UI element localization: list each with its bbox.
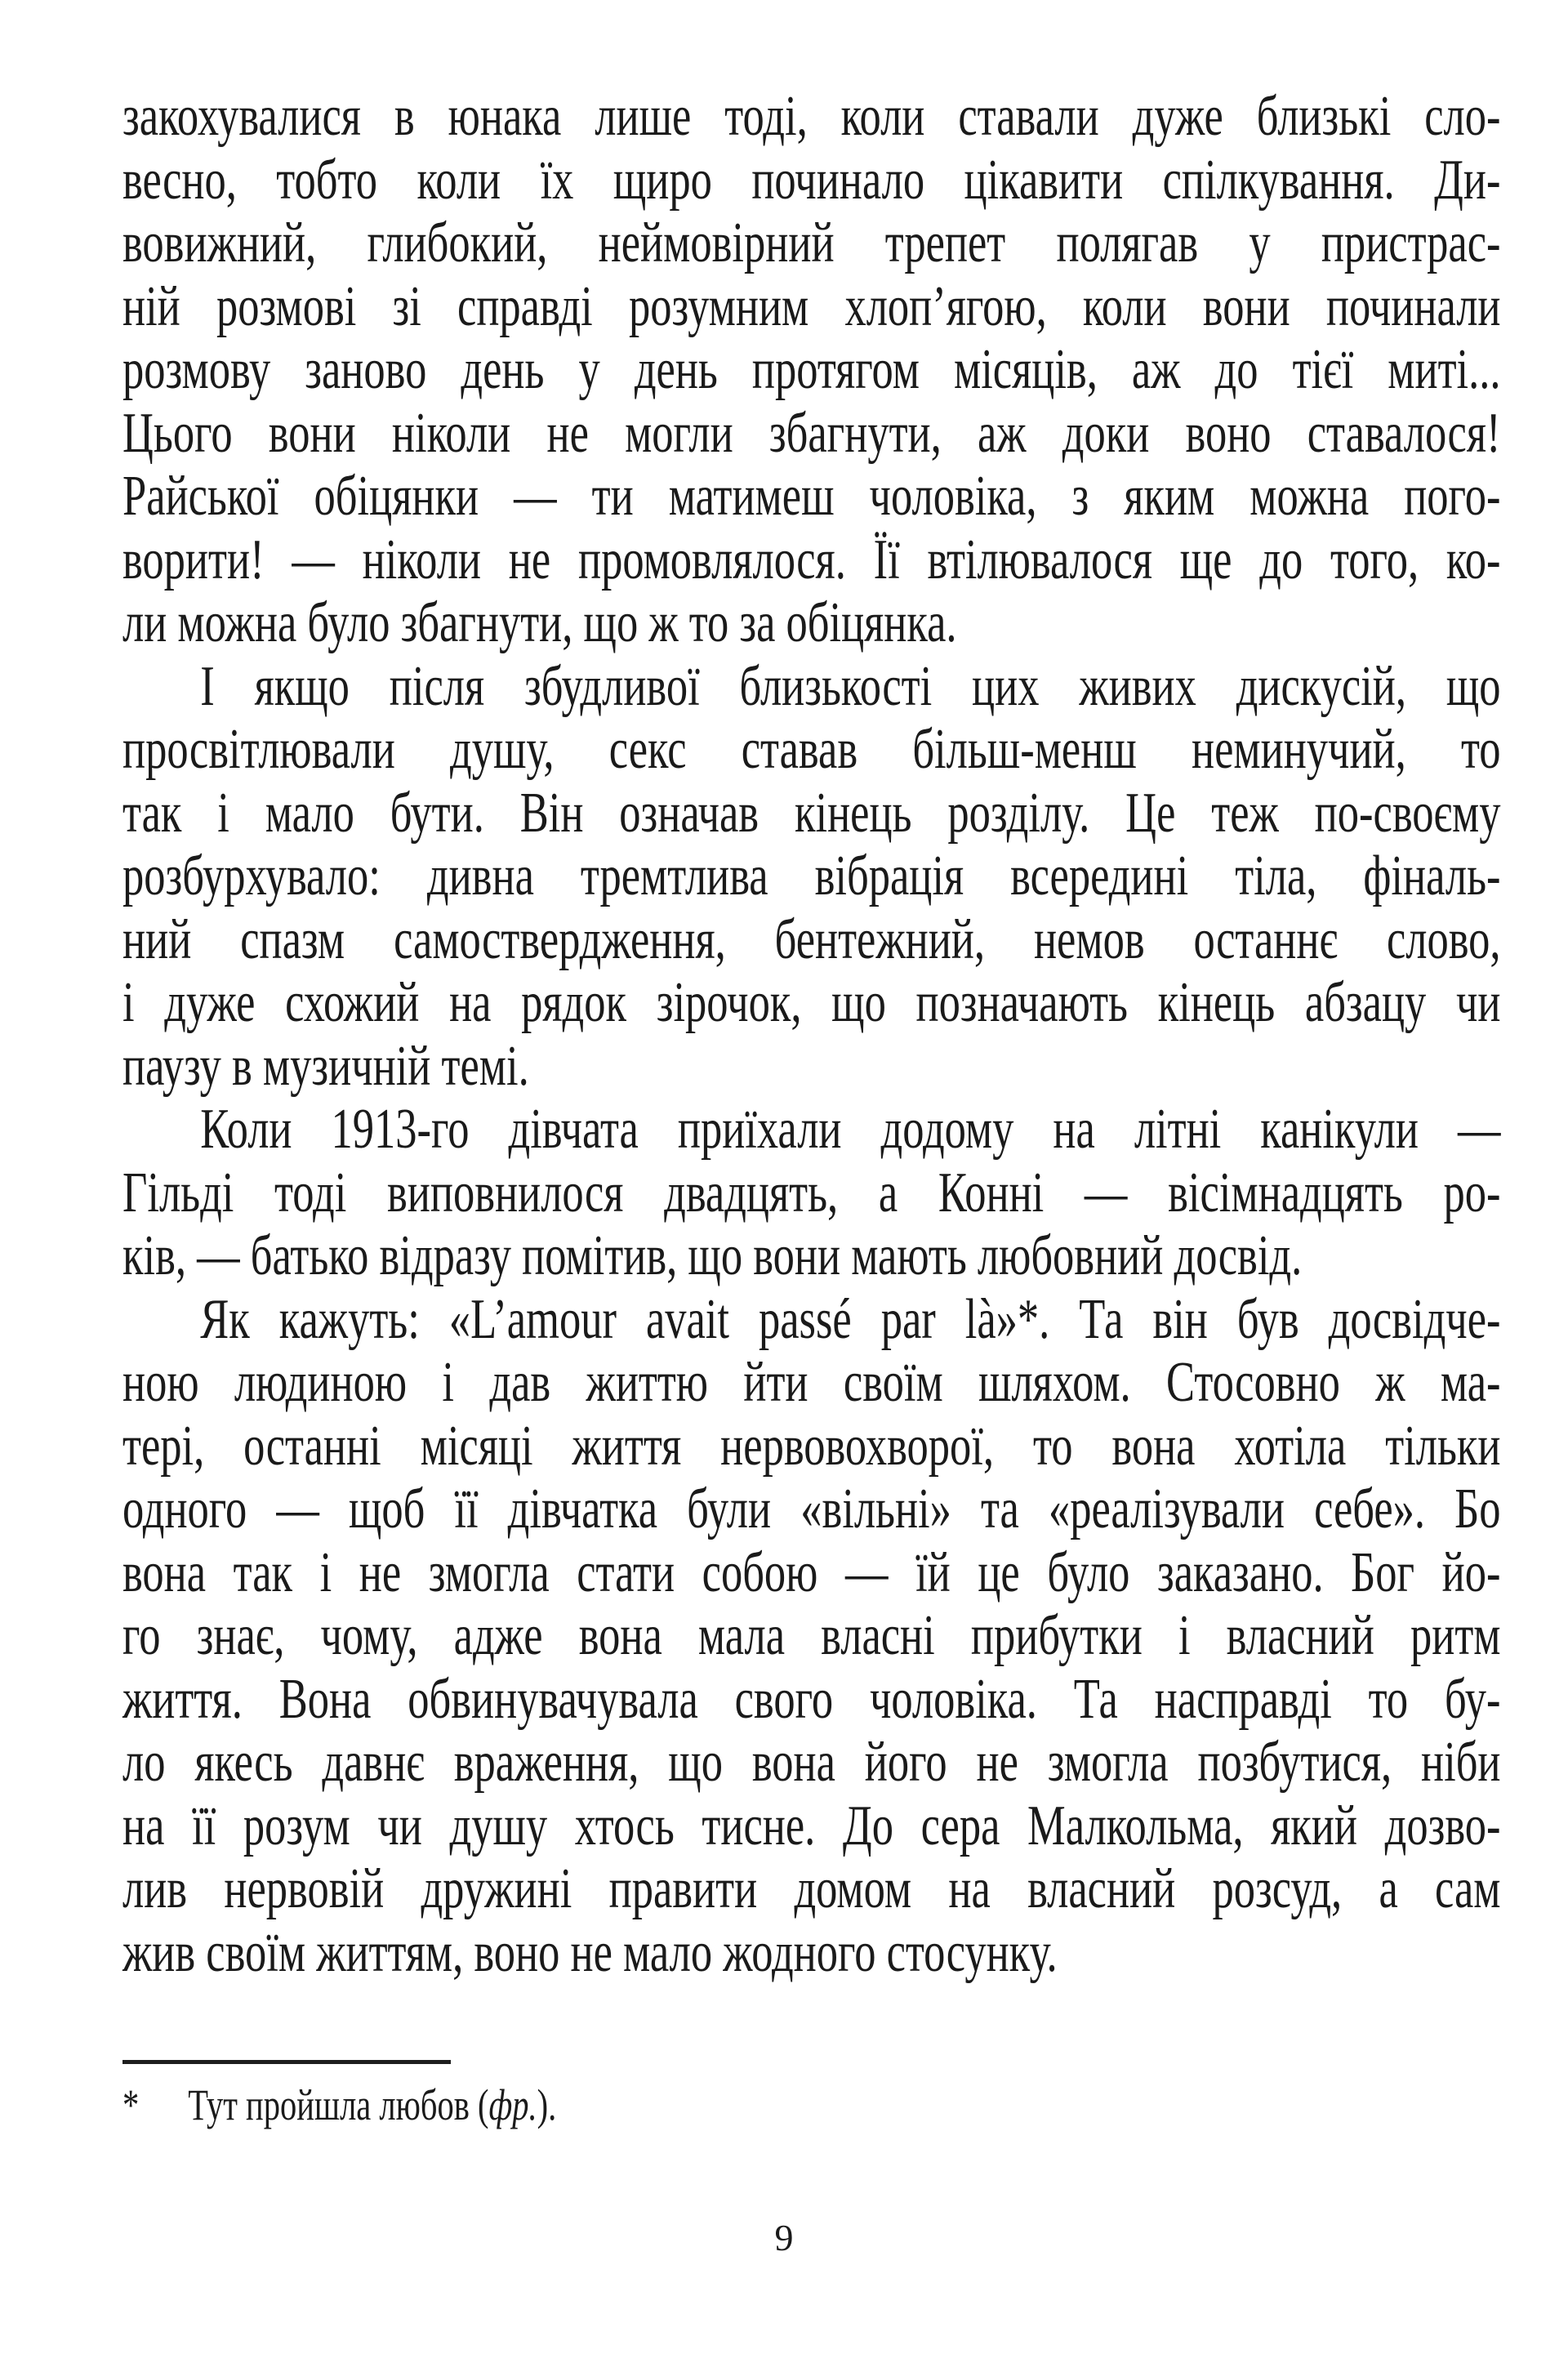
text-line: так і мало бути. Він означав кінець розділу. Це теж по-своєму	[122, 781, 1501, 845]
footnote-text: Тут пройшла любов (	[188, 2080, 489, 2129]
text-line: ній розмові зі справді розумним хлоп’ягою, коли вони починали	[122, 274, 1501, 338]
text-line: весно, тобто коли їх щиро починало цікавити спілкування. Ди-	[122, 148, 1501, 212]
text-line: паузу в музичній темі.	[122, 1034, 529, 1098]
text-line: ворити! — ніколи не промовлялося. Її втілювалося ще до того, ко-	[122, 528, 1501, 591]
text-line: ли можна було збагнути, що ж то за обіцянка.	[122, 591, 957, 654]
text-line: ло якесь давнє враження, що вона його не змогла позбутися, ніби	[122, 1731, 1501, 1794]
text-line: Цього вони ніколи не могли збагнути, аж доки воно ставалося!	[122, 401, 1501, 465]
footnote-separator	[122, 2060, 451, 2064]
text-line: Райської обіцянки — ти матимеш чоловіка, з яким можна пого-	[122, 465, 1501, 528]
text-line: життя. Вона обвинувачувала свого чоловіка. Та насправді то бу-	[122, 1667, 1501, 1731]
text-line: просвітлювали душу, секс ставав більш-менш неминучий, то	[122, 718, 1501, 781]
text-line: закохувалися в юнака лише тоді, коли ставали дуже близькі сло-	[122, 85, 1501, 148]
text-line: ний спазм самоствердження, бентежний, немов останнє слово,	[122, 907, 1501, 971]
footnote-text-tail: ).	[537, 2080, 557, 2129]
text-line: Як кажуть: «L’amour avait passé par là»*. Та він був досвідче-	[200, 1287, 1501, 1351]
text-line: вовижний, глибокий, неймовірний трепет полягав у пристрас-	[122, 212, 1501, 274]
text-line: Коли 1913-го дівчата приїхали додому на літні канікули —	[200, 1098, 1501, 1161]
text-line: І якщо після збудливої близькості цих живих дискусій, що	[200, 654, 1501, 718]
text-line: го знає, чому, адже вона мала власні прибутки і власний ритм	[122, 1604, 1501, 1667]
text-line: вона так і не змогла стати собою — їй це було заказано. Бог йо-	[122, 1540, 1501, 1604]
text-line: і дуже схожий на рядок зірочок, що позначають кінець абзацу чи	[122, 971, 1501, 1034]
text-block	[122, 85, 1501, 1984]
footnote-language-label: фр.	[488, 2080, 537, 2129]
footnote-marker: *	[122, 2080, 140, 2129]
text-line: тері, останні місяці життя нервовохворої, то вона хотіла тільки	[122, 1414, 1501, 1478]
text-line: ною людиною і дав життю йти своїм шляхом. Стосовно ж ма-	[122, 1351, 1501, 1414]
text-line: лив нервовій дружині правити домом на власний розсуд, а сам	[122, 1857, 1501, 1920]
text-line: розбурхувало: дивна тремтлива вібрація всередині тіла, фіналь-	[122, 845, 1501, 907]
page-number: 9	[774, 2217, 794, 2258]
text-line: одного — щоб її дівчатка були «вільні» та «реалізували себе». Бо	[122, 1478, 1501, 1540]
text-line: Гільді тоді виповнилося двадцять, а Конні — вісімнадцять ро-	[122, 1161, 1501, 1224]
text-line: розмову заново день у день протягом місяців, аж до тієї миті...	[122, 338, 1501, 401]
text-line: ків, — батько відразу помітив, що вони мають любовний досвід.	[122, 1224, 1303, 1287]
footnote	[122, 2075, 1501, 2134]
text-line: жив своїм життям, воно не мало жодного стосунку.	[122, 1920, 1058, 1984]
text-line: на її розум чи душу хтось тисне. До сера Малкольма, який дозво-	[122, 1794, 1501, 1857]
